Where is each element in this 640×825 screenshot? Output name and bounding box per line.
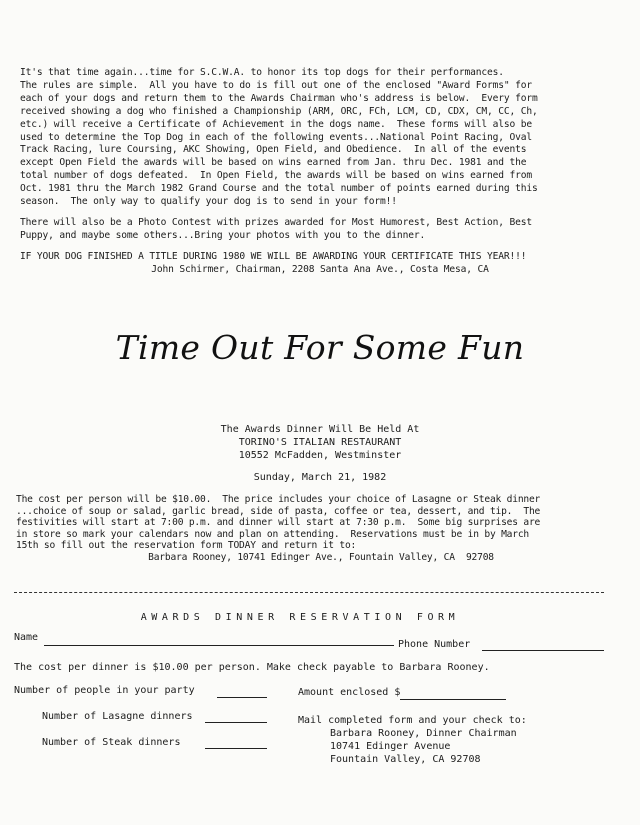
phone-label: Phone Number [398,639,471,650]
restaurant-address: 10552 McFadden, Westminster [238,450,402,461]
intro-line: It's that time again...time for S.C.W.A. to honor its top dogs for their performances. [20,67,504,78]
mail-city: Fountain Valley, CA 92708 [330,754,481,765]
mail-name: Barbara Rooney, Dinner Chairman [330,728,517,739]
party-size-label: Number of people in your party [14,685,195,696]
event-date: Sunday, March 21, 1982 [253,472,387,483]
intro-line: season. The only way to qualify your dog is to send in your form!! [20,196,397,208]
phone-field[interactable] [482,650,604,651]
cost-section [16,494,626,564]
intro-line: each of your dogs and return them to the Awards Chairman who's address is below. Every form [20,92,538,104]
certificate-notice: IF YOUR DOG FINISHED A TITLE DURING 1980 WE WILL BE AWARDING YOUR CERTIFICATE THIS YEAR!!! [20,250,527,262]
steak-field[interactable] [205,748,267,749]
cost-line: in store so mark your calendars now and plan on attending. Reservations must be in by March [16,528,529,540]
cost-line: 15th so fill out the reservation form TODAY and return it to: [16,540,357,552]
venue-intro: The Awards Dinner Will Be Held At [220,424,420,435]
steak-label: Number of Steak dinners [42,737,181,748]
amount-field[interactable] [400,699,506,700]
name-label: Name [14,632,39,643]
party-size-field[interactable] [217,697,267,698]
photo-contest-line: Puppy, and maybe some others...Bring your photos with you to the dinner. [20,229,426,241]
cost-contact: Barbara Rooney, 10741 Edinger Ave., Fountain Valley, CA 92708 [148,551,494,563]
lasagne-field[interactable] [205,722,267,723]
mailing-address [298,714,527,766]
cost-line: festivities will start at 7:00 p.m. and dinner will start at 7:30 p.m. Some big surprises are [16,517,541,529]
intro-line: Oct. 1981 thru the March 1982 Grand Course and the total number of points earned during this [20,183,538,195]
cost-line: ...choice of soup or salad, garlic bread, side of pasta, coffee or tea, dessert, and tip. The [16,505,541,517]
intro-line: The rules are simple. All you have to do is fill out one of the enclosed "Award Forms" for [20,79,532,91]
intro-line: total number of dogs defeated. In Open Field, the awards will be based on wins earned from [20,170,532,182]
intro-line: except Open Field the awards will be based on wins earned from Jan. thru Dec. 1981 and the [20,157,527,169]
intro-line: received showing a dog who finished a Championship (ARM, ORC, FCh, LCM, CD, CDX, CM, CC, Ch, [20,105,538,117]
form-title: AWARDS DINNER RESERVATION FORM [140,612,460,623]
headline: Time Out For Some Fun [115,328,525,367]
intro-line: etc.) will receive a Certificate of Achievement in the dogs name. These forms will also be [20,118,532,130]
intro-line: Track Racing, lure Coursing, AKC Showing, Open Field, and Obedience. In all of the events [20,144,527,156]
photo-contest-line: There will also be a Photo Contest with prizes awarded for Most Humorest, Best Action, Best [20,216,532,228]
venue-block [0,423,640,462]
intro-line: used to determine the Top Dog in each of the following events...National Point Racing, Oval [20,131,532,143]
amount-label: Amount enclosed $ [298,687,401,698]
mail-street: 10741 Edinger Avenue [330,741,451,752]
name-field[interactable] [44,645,394,646]
cost-note: The cost per dinner is $10.00 per person. Make check payable to Barbara Rooney. [14,662,490,673]
cost-line: The cost per person will be $10.00. The price includes your choice of Lasagne or Steak dinner [16,494,541,505]
intro-section [20,67,620,277]
mail-intro: Mail completed form and your check to: [298,715,527,726]
restaurant-name: TORINO'S ITALIAN RESTAURANT [238,437,402,448]
chairman-address: John Schirmer, Chairman, 2208 Santa Ana Ave., Costa Mesa, CA [151,263,489,275]
cut-line-divider [14,592,604,593]
lasagne-label: Number of Lasagne dinners [42,711,193,722]
